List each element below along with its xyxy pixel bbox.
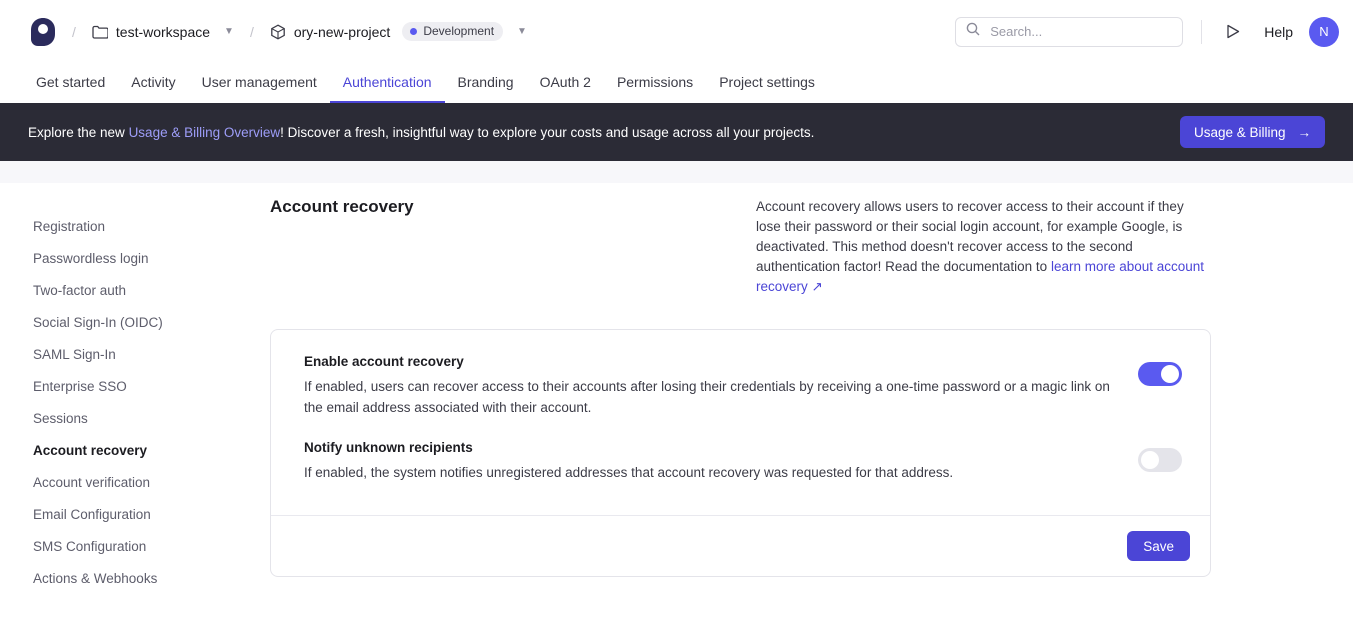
sidebar-item-passwordless-login[interactable]: Passwordless login (33, 251, 149, 266)
chevron-down-icon[interactable]: ▼ (517, 25, 527, 37)
sidebar-item-two-factor-auth[interactable]: Two-factor auth (33, 283, 127, 298)
setting-text (304, 440, 1138, 483)
banner-text-before: Explore the new (28, 124, 129, 140)
settings-sidebar (0, 183, 270, 636)
search-box[interactable] (955, 17, 1183, 47)
main-header (270, 183, 1325, 297)
sidebar-item-account-verification[interactable]: Account verification (33, 475, 151, 490)
breadcrumb-project[interactable] (268, 18, 529, 45)
toggle-knob (1141, 451, 1159, 469)
documentation-link[interactable]: learn more about account recovery ↗ (756, 259, 1205, 294)
settings-card (270, 329, 1211, 577)
tab-branding[interactable]: Branding (457, 74, 514, 90)
settings-card-footer (271, 515, 1210, 576)
project-label: ory-new-project (293, 23, 391, 40)
notify-unknown-recipients-toggle[interactable] (1138, 448, 1182, 472)
content-area (0, 161, 1353, 636)
page-description-text: Account recovery allows users to recover access to their account if they lose their password or their social login account, for example Google, is deactivated. This method doesn't recover access to the second authentication factor! Read the documentation to (756, 199, 1184, 274)
usage-billing-button[interactable] (1180, 116, 1325, 148)
enable-account-recovery-toggle[interactable] (1138, 362, 1182, 386)
top-bar (0, 0, 1353, 63)
sidebar-item-sms-configuration[interactable]: SMS Configuration (33, 539, 147, 554)
sidebar-item-email-configuration[interactable]: Email Configuration (33, 507, 151, 522)
setting-title: Enable account recovery (304, 354, 464, 369)
sidebar-item-enterprise-sso[interactable]: Enterprise SSO (33, 379, 127, 394)
breadcrumb-separator-2: / (249, 23, 254, 40)
divider (1201, 20, 1202, 44)
banner-link[interactable]: Usage & Billing Overview (128, 124, 281, 140)
usage-billing-label: Usage & Billing (1193, 124, 1286, 140)
setting-title: Notify unknown recipients (304, 440, 473, 455)
sidebar-item-saml-sign-in[interactable]: SAML Sign-In (33, 347, 116, 362)
tab-user-management[interactable]: User management (201, 74, 317, 90)
tab-authentication[interactable]: Authentication (330, 63, 445, 103)
sidebar-item-actions-webhooks[interactable]: Actions & Webhooks (33, 571, 158, 586)
sidebar-item-sessions[interactable]: Sessions (33, 411, 88, 426)
cube-icon (270, 24, 286, 40)
setting-description: If enabled, the system notifies unregistered addresses that account recovery was requested for that address. (304, 465, 954, 480)
tab-oauth2[interactable]: OAuth 2 (539, 74, 591, 90)
workspace-label: test-workspace (115, 23, 211, 40)
breadcrumb-workspace[interactable] (90, 20, 236, 44)
page-title: Account recovery (270, 197, 414, 216)
environment-dot-icon (410, 28, 417, 35)
tab-get-started[interactable]: Get started (36, 74, 106, 90)
banner-text (28, 125, 814, 140)
setting-description: If enabled, users can recover access to their accounts after losing their credentials by receiving a one-time password or a magic link on the email address associated with their account. (304, 379, 1110, 415)
content-top-strip (0, 161, 1353, 183)
setting-notify-unknown-recipients (304, 440, 1182, 505)
main-panel (270, 183, 1353, 636)
top-bar-right (955, 17, 1339, 47)
sidebar-item-social-sign-in[interactable]: Social Sign-In (OIDC) (33, 315, 163, 330)
chevron-down-icon[interactable]: ▼ (224, 25, 234, 37)
setting-text (304, 354, 1138, 418)
environment-badge (402, 22, 503, 41)
arrow-right-icon: → (1297, 124, 1311, 140)
help-link[interactable]: Help (1264, 23, 1293, 40)
ory-logo-icon[interactable] (28, 16, 58, 48)
nav-tabs (0, 63, 1353, 103)
settings-card-body (271, 330, 1210, 515)
avatar[interactable]: N (1309, 17, 1339, 47)
tab-permissions[interactable]: Permissions (616, 74, 694, 90)
tab-project-settings[interactable]: Project settings (719, 74, 815, 90)
play-icon[interactable] (1220, 19, 1246, 45)
search-icon (966, 22, 980, 41)
sidebar-item-account-recovery[interactable]: Account recovery (33, 443, 148, 458)
search-input[interactable] (988, 23, 1172, 40)
promo-banner (0, 103, 1353, 161)
sidebar-item-registration[interactable]: Registration (33, 219, 106, 234)
tab-activity[interactable]: Activity (131, 74, 176, 90)
page-description (756, 197, 1211, 297)
banner-text-after: ! Discover a fresh, insightful way to explore your costs and usage across all your projects. (280, 124, 815, 140)
setting-enable-account-recovery (304, 354, 1182, 440)
save-button[interactable]: Save (1127, 531, 1190, 561)
environment-label: Development (423, 24, 495, 38)
toggle-knob (1161, 365, 1179, 383)
folder-icon (92, 25, 108, 39)
breadcrumb-separator-1: / (72, 23, 76, 40)
